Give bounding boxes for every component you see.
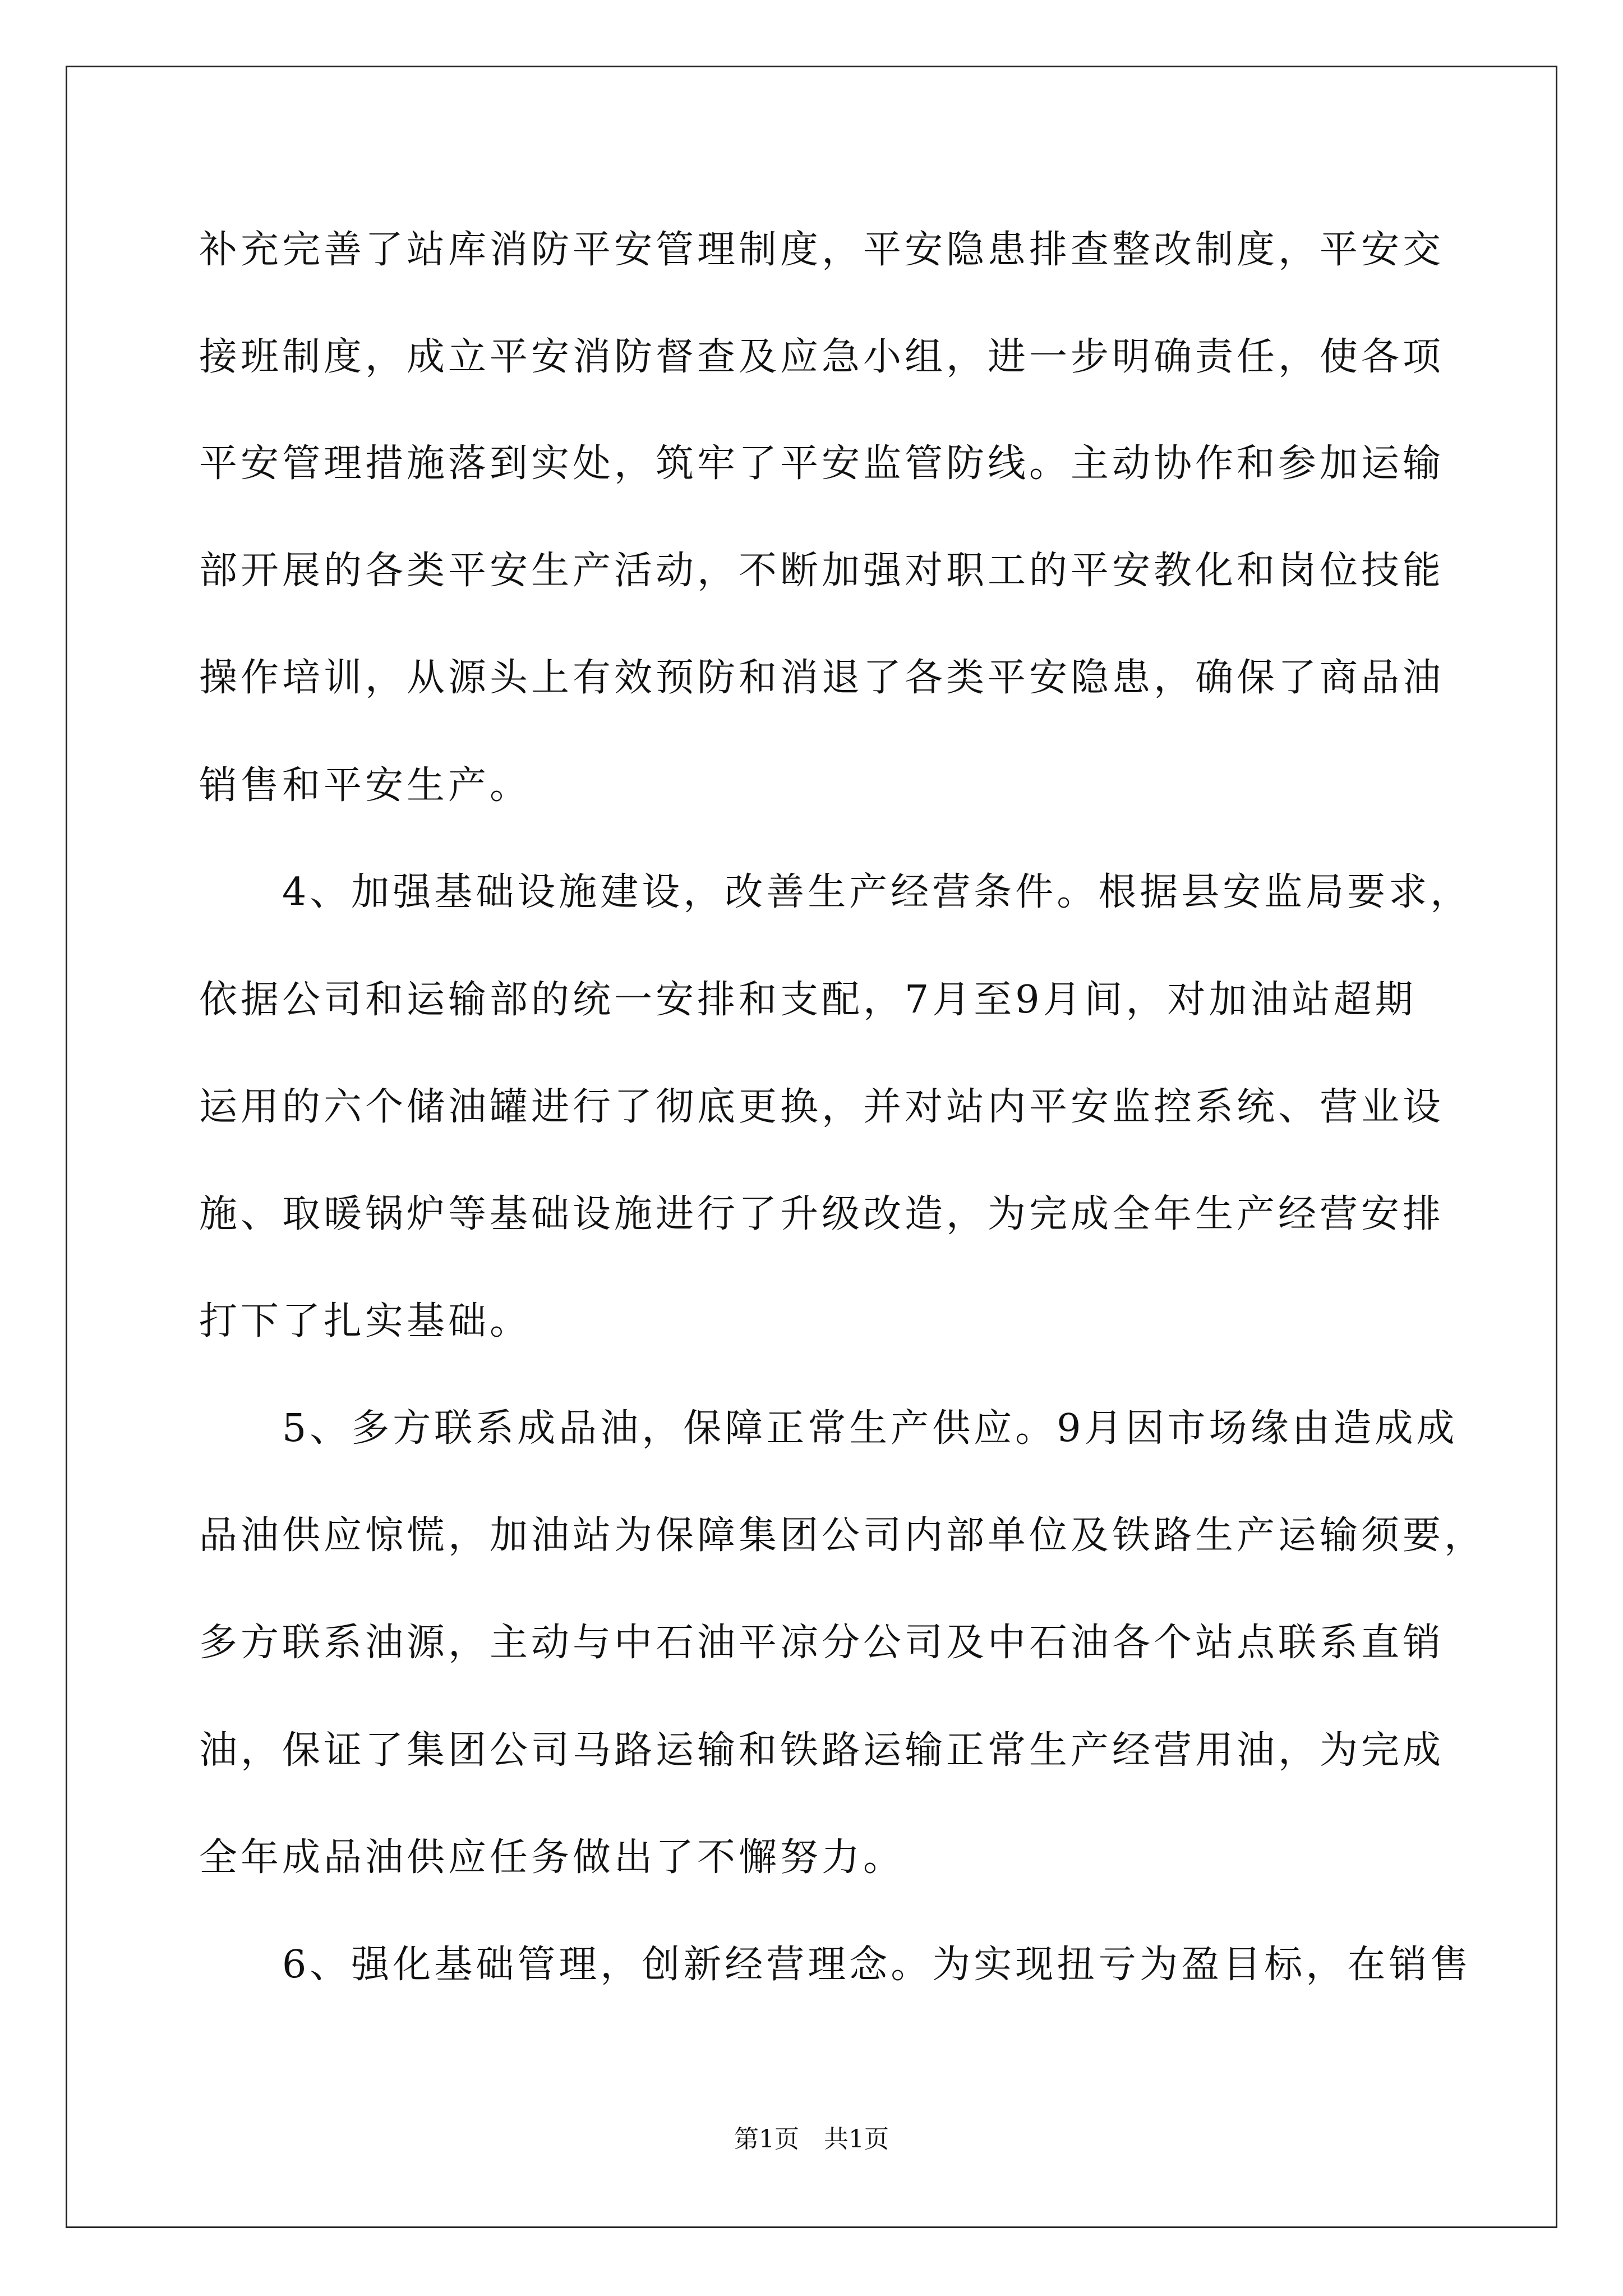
body-line: 品油供应惊慌，加油站为保障集团公司内部单位及铁路生产运输须要，: [199, 1513, 1486, 1558]
body-line: 操作培训，从源头上有效预防和消退了各类平安隐患，确保了商品油: [199, 656, 1445, 700]
page-number: 第1页 共1页: [734, 2125, 889, 2154]
page-frame: [66, 66, 1557, 2228]
body-line: 接班制度，成立平安消防督查及应急小组，进一步明确责任，使各项: [199, 335, 1445, 379]
body-line: 4、加强基础设施建设，改善生产经营条件。根据县安监局要求，: [199, 870, 1472, 914]
body-line: 部开展的各类平安生产活动，不断加强对职工的平安教化和岗位技能: [199, 549, 1445, 593]
body-line: 油，保证了集团公司马路运输和铁路运输正常生产经营用油，为完成: [199, 1728, 1445, 1773]
body-line: 全年成品油供应任务做出了不懈努力。: [199, 1835, 905, 1880]
body-line: 多方联系油源，主动与中石油平凉分公司及中石油各个站点联系直销: [199, 1621, 1445, 1665]
body-line: 6、强化基础管理，创新经营理念。为实现扭亏为盈目标，在销售: [199, 1943, 1472, 1987]
body-line: 5、多方联系成品油，保障正常生产供应。9月因市场缘由造成成: [199, 1406, 1458, 1451]
body-line: 打下了扎实基础。: [199, 1299, 532, 1343]
body-line: 补充完善了站库消防平安管理制度，平安隐患排查整改制度，平安交: [199, 228, 1445, 272]
body-line: 施、取暖锅炉等基础设施进行了升级改造，为完成全年生产经营安排: [199, 1192, 1445, 1236]
body-line: 平安管理措施落到实处，筑牢了平安监管防线。主动协作和参加运输: [199, 441, 1445, 486]
body-line: 依据公司和运输部的统一安排和支配，7月至9月间，对加油站超期: [199, 978, 1417, 1022]
body-line: 运用的六个储油罐进行了彻底更换，并对站内平安监控系统、营业设: [199, 1085, 1445, 1129]
body-line: 销售和平安生产。: [199, 763, 532, 808]
